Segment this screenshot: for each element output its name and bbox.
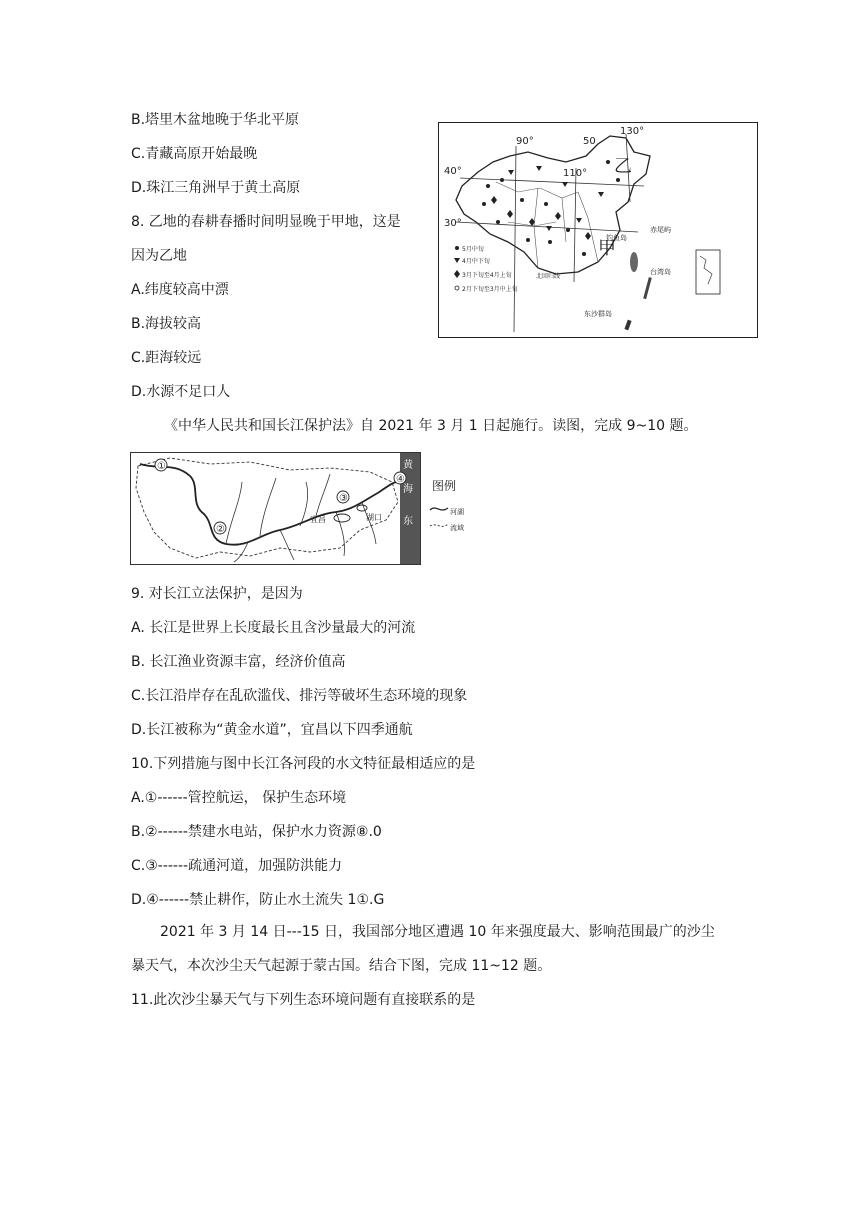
q8-option-c: C.距海较远: [131, 350, 202, 366]
q10-option-c: C.③------疏通河道，加强防洪能力: [131, 858, 343, 874]
sea-label-huang: 黄: [403, 460, 413, 471]
intro-11-12-line2: 暴天气，本次沙尘天气起源于蒙古国。结合下图，完成 11~12 题。: [131, 958, 552, 974]
q7-option-c: C.青藏高原开始最晚: [131, 146, 258, 162]
q9-option-b: B. 长江渔业资源丰富，经济价值高: [131, 654, 346, 670]
q10-option-a: A.①------管控航运， 保护生态环境: [131, 790, 347, 806]
q10-option-d: D.④------禁止耕作，防止水土流失 1①.G: [131, 892, 385, 908]
yangtze-legend: [430, 478, 464, 532]
q9-option-c: C.长江沿岸存在乱砍滥伐、排污等破坏生态环境的现象: [131, 688, 468, 704]
map-label-110: 110°: [563, 168, 588, 179]
q10-stem: 10.下列措施与图中长江各河段的水文特征最相适应的是: [131, 756, 476, 772]
svg-text:河湖: 河湖: [450, 508, 464, 516]
svg-text:5月中旬: 5月中旬: [462, 246, 484, 253]
q8-option-b: B.海拔较高: [131, 316, 202, 332]
q11-stem: 11.此次沙尘暴天气与下列生态环境问题有直接联系的是: [131, 992, 476, 1008]
map-region-yi: 乙: [614, 156, 632, 177]
map-label-90: 90°: [516, 136, 534, 147]
map-label-130: 130°: [620, 126, 645, 137]
svg-text:2月下旬至3月中上旬: 2月下旬至3月中上旬: [462, 286, 518, 293]
q8-stem-line2: 因为乙地: [131, 248, 187, 264]
svg-text:3月下旬至4月上旬: 3月下旬至4月上旬: [462, 272, 512, 279]
map-label-chiwei: 赤尾屿: [650, 226, 671, 234]
sea-label-dong: 东: [403, 516, 413, 527]
svg-text:③: ③: [339, 493, 348, 504]
intro-9-10: 《中华人民共和国长江保护法》自 2021 年 3 月 1 日起施行。读图，完成 9~10 题。: [164, 418, 698, 434]
map-label-40: 40°: [444, 166, 462, 177]
map-label-diaoyu: 钓鱼岛: [606, 234, 627, 242]
q9-option-a: A. 长江是世界上长度最长且含沙量最大的河流: [131, 620, 416, 636]
intro-11-12-line1: 2021 年 3 月 14 日---15 日，我国部分地区遭遇 10 年来强度最大、影响范围最广的沙尘: [160, 924, 715, 940]
city-label-yichang: 宜昌: [310, 515, 326, 524]
q8-option-d: D.水源不足口人: [131, 384, 231, 400]
map-label-dongsha: 东沙群岛: [584, 310, 612, 318]
map-label-30: 30°: [444, 218, 462, 229]
map-region-jia: 甲: [598, 238, 616, 259]
q9-stem: 9. 对长江立法保护，是因为: [131, 586, 303, 602]
svg-text:①: ①: [157, 461, 166, 472]
q7-option-d: D.珠江三角洲早于黄土高原: [131, 180, 301, 196]
q8-option-a: A.纬度较高中漂: [131, 282, 229, 298]
q7-option-b: B.塔里木盆地晚于华北平原: [131, 112, 300, 128]
q9-option-d: D.长江被称为“黄金水道”，宜昌以下四季通航: [131, 722, 413, 738]
svg-text:4月中下旬: 4月中下旬: [462, 258, 490, 265]
map-label-tropic: 北回归线: [536, 273, 561, 280]
svg-text:②: ②: [216, 524, 225, 535]
q10-option-b: B.②------禁建水电站，保护水力资源⑧.0: [131, 824, 382, 840]
city-label-hukou: 湖口: [366, 513, 382, 522]
svg-text:流域: 流域: [450, 524, 464, 532]
china-sowing-map: [438, 122, 758, 338]
svg-text:图例: 图例: [432, 479, 457, 493]
sea-label-hai: 海: [403, 484, 413, 495]
yangtze-basin-map: [130, 452, 476, 568]
map-label-50: 50: [583, 136, 596, 147]
svg-text:④: ④: [396, 474, 405, 485]
q8-stem-line1: 8. 乙地的春耕春播时间明显晚于甲地，这是: [131, 214, 401, 230]
map-label-taiwan: 台湾岛: [650, 268, 671, 276]
